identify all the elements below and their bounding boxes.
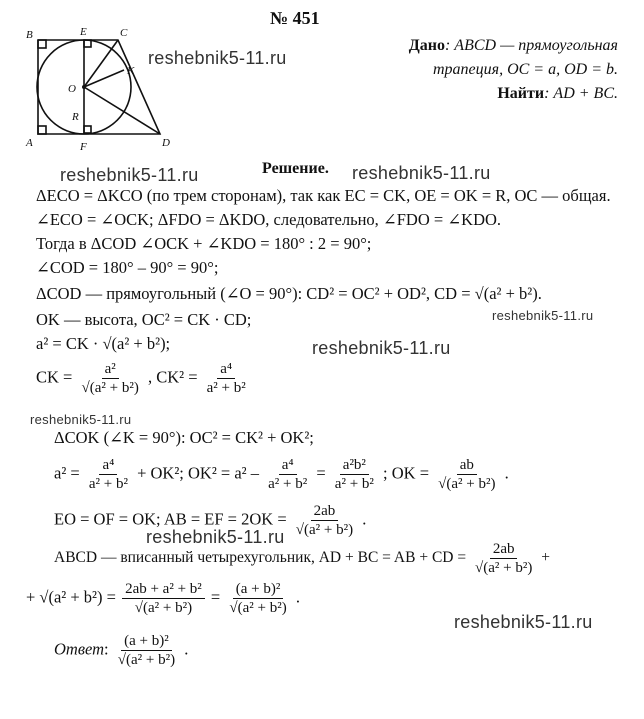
text-segment: . (362, 509, 367, 529)
watermark: reshebnik5-11.ru (148, 48, 287, 68)
watermark: reshebnik5-11.ru (492, 308, 594, 323)
frac-numerator: ab (457, 456, 477, 475)
given-block (409, 34, 618, 106)
fraction (265, 456, 310, 493)
label-r: R (72, 111, 79, 123)
frac-numerator: a² (102, 360, 119, 379)
solution-line-12 (54, 540, 550, 577)
text-segment: + (541, 549, 550, 567)
fraction (472, 540, 535, 577)
fraction (293, 502, 356, 539)
ck2-fraction (204, 360, 249, 397)
solution-line-1: ΔECO = ΔKCO (по трем сторонам), так как EC = CK, OE = OK = R, OC — общая. (36, 186, 611, 205)
frac-denominator: a² + b² (88, 476, 128, 492)
frac-numerator: a⁴ (217, 360, 235, 379)
text-segment: . (184, 639, 189, 659)
problem-number: № 451 (270, 8, 320, 28)
solution-line-3: Тогда в ΔCOD ∠OCK + ∠KDO = 180° : 2 = 90°; (36, 234, 372, 253)
watermark: reshebnik5-11.ru (454, 612, 593, 632)
frac-denominator: a² + b² (268, 476, 308, 492)
frac-numerator: 2ab + a² + b² (122, 580, 205, 599)
frac-numerator: (a + b)² (121, 632, 172, 651)
frac-denominator: a² + b² (334, 476, 374, 492)
frac-numerator: 2ab (490, 540, 518, 559)
given-line1: : ABCD — прямоугольная (444, 37, 618, 54)
fraction (122, 580, 205, 617)
label-f: F (80, 141, 87, 153)
text-segment: + √(a² + b²) = (26, 587, 116, 607)
solution-line-9: ΔCOK (∠K = 90°): OC² = CK² + OK²; (54, 428, 314, 447)
frac-denominator: √(a² + b²) (134, 600, 193, 616)
answer-label: Ответ (54, 639, 105, 659)
watermark: reshebnik5-11.ru (352, 163, 491, 183)
text-segment: + OK²; OK² = a² – (137, 463, 259, 483)
solution-line-2: ∠ECO = ∠OCK; ΔFDO = ΔKDO, следовательно, ∠FDO = ∠KDO. (36, 210, 502, 229)
frac-numerator: a⁴ (99, 456, 117, 475)
given-label: Дано (408, 37, 445, 54)
text-segment: . (295, 587, 300, 607)
solution-line-5: ΔCOD — прямоугольный (∠O = 90°): CD² = OC² + OD², CD = √(a² + b²). (36, 284, 542, 303)
watermark: reshebnik5-11.ru (312, 338, 451, 358)
label-b: B (26, 29, 33, 41)
watermark: reshebnik5-11.ru (146, 527, 285, 547)
fraction (435, 456, 498, 493)
fraction (332, 456, 377, 493)
text-segment: EO = OF = OK; AB = EF = 2OK = (54, 509, 287, 529)
text-segment: ABCD — вписанный четырехугольник, AD + BC = AB + CD = (54, 549, 467, 567)
solution-line-10 (54, 456, 509, 493)
find-label: Найти (497, 85, 545, 102)
frac-denominator: a² + b² (206, 380, 246, 396)
given-line2: трапеция, OC = a, OD = b. (432, 61, 618, 78)
fraction (86, 456, 131, 493)
text-segment: a² = (54, 463, 80, 483)
label-d: D (162, 137, 170, 149)
frac-numerator: (a + b)² (233, 580, 284, 599)
label-e: E (80, 26, 87, 38)
solution-line-8 (36, 360, 251, 397)
solution-line-13 (26, 580, 300, 617)
label-c: C (120, 27, 128, 39)
text-segment: : (104, 639, 109, 659)
frac-denominator: √(a² + b²) (295, 522, 354, 538)
answer-line (54, 632, 188, 669)
frac-denominator: √(a² + b²) (117, 652, 176, 668)
watermark: reshebnik5-11.ru (30, 412, 132, 427)
frac-numerator: a²b² (340, 456, 369, 475)
ck-fraction (78, 360, 141, 397)
ck2-eq: , CK² = (147, 367, 198, 387)
find-text: : AD + BC. (544, 85, 618, 102)
solution-line-4: ∠COD = 180° – 90° = 90°; (36, 258, 219, 277)
frac-denominator: √(a² + b²) (229, 600, 287, 616)
answer-fraction (115, 632, 178, 669)
fraction (226, 580, 289, 617)
label-a: A (26, 137, 33, 149)
solution-line-7: a² = CK · √(a² + b²); (36, 334, 171, 353)
solution-line-6: OK — высота, OC² = CK · CD; (36, 310, 252, 329)
solution-heading: Решение. (262, 160, 329, 177)
watermark: reshebnik5-11.ru (60, 165, 199, 185)
frac-numerator: a⁴ (279, 456, 297, 475)
frac-numerator: 2ab (311, 502, 339, 521)
label-o: O (68, 83, 76, 95)
frac-denominator: √(a² + b²) (438, 476, 496, 492)
text-segment: . (504, 463, 509, 483)
frac-denominator: √(a² + b²) (474, 560, 533, 576)
text-segment: = (210, 587, 221, 607)
text-segment: = (316, 463, 326, 483)
text-segment: ; OK = (383, 463, 430, 483)
label-k: K (127, 65, 135, 77)
solution-line-11 (54, 502, 366, 539)
ck-eq: CK = (36, 367, 73, 387)
trapezoid-figure (20, 22, 190, 162)
frac-denominator: √(a² + b²) (81, 380, 139, 396)
